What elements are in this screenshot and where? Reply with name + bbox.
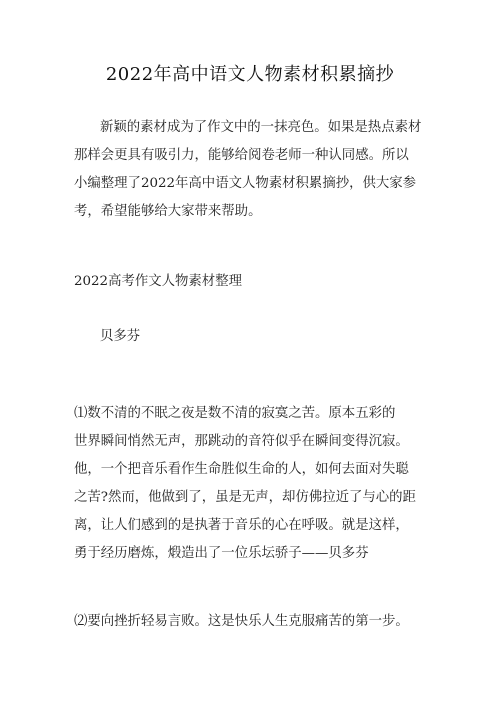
intro-line-3: 小编整理了2022年高中语文人物素材积累摘抄，供大家参 [74,176,417,191]
section-heading: 2022高考作文人物素材整理 [74,274,242,289]
document-title: 2022年高中语文人物素材积累摘抄 [105,64,395,85]
intro-paragraph [74,114,446,226]
paragraph-1-line-6: 勇于经历磨炼，煅造出了一位乐坛骄子——贝多芬 [74,546,369,561]
paragraph-1-line-5: 离，让人们感到的是执著于音乐的心在呼吸。就是这样， [74,518,409,533]
paragraph-1-line-3: 他，一个把音乐看作生命胜似生命的人，如何去面对失聪 [74,462,409,477]
paragraph-2 [74,608,446,636]
paragraph-2-line-1: ⑵要向挫折轻易言败。这是快乐人生克服痛苦的第一步。 [74,614,409,629]
intro-line-2: 那样会更具有吸引力，能够给阅卷老师一种认同感。所以 [74,148,409,163]
person-name: 贝多芬 [100,329,141,344]
paragraph-1-line-1: ⑴数不清的不眠之夜是数不清的寂寞之苦。原本五彩的 [74,406,396,421]
paragraph-1-line-4: 之苦?然而，他做到了，虽是无声，却仿佛拉近了与心的距 [74,490,416,505]
intro-line-1: 新颖的素材成为了作文中的一抹亮色。如果是热点素材 [100,120,422,135]
paragraph-1 [74,400,446,568]
paragraph-1-line-2: 世界瞬间悄然无声，那跳动的音符似乎在瞬间变得沉寂。 [74,434,409,449]
intro-line-4: 考，希望能够给大家带来帮助。 [74,204,262,219]
